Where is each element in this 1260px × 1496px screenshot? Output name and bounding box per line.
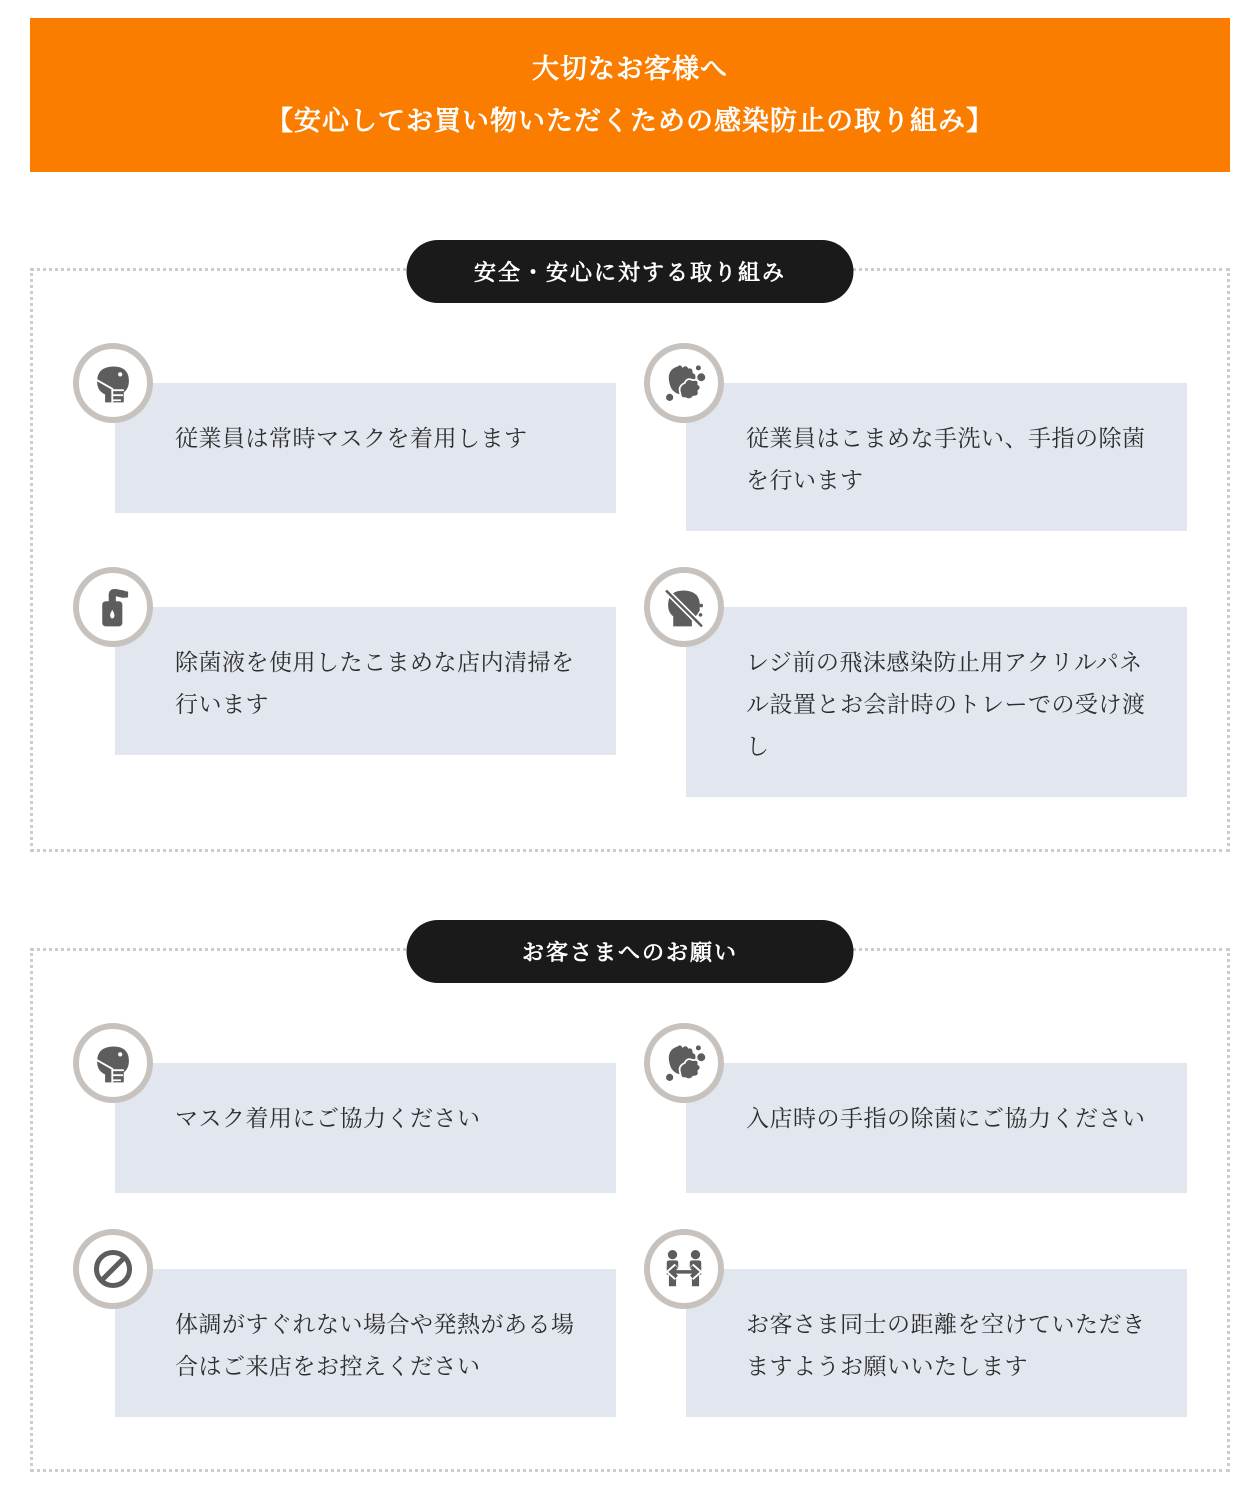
- list-item: [73, 343, 616, 531]
- section-safety-measures-title: 安全・安心に対する取り組み: [407, 240, 854, 303]
- list-item-text: 従業員はこまめな手洗い、手指の除菌を行います: [686, 383, 1187, 531]
- list-item: [644, 1229, 1187, 1417]
- list-item: [73, 1023, 616, 1193]
- header-banner: [30, 18, 1230, 172]
- list-item-text: 入店時の手指の除菌にご協力ください: [686, 1063, 1187, 1193]
- section-safety-measures: [30, 260, 1230, 852]
- measures-grid: [73, 343, 1187, 797]
- list-item-text: 体調がすぐれない場合や発熱がある場合はご来店をお控えください: [115, 1269, 616, 1417]
- sanitizer-spray-icon: [73, 567, 153, 647]
- banner-subtitle: 【安心してお買い物いただくための感染防止の取り組み】: [266, 106, 994, 136]
- list-item-text: 従業員は常時マスクを着用します: [115, 383, 616, 513]
- section-customer-requests: [30, 940, 1230, 1472]
- hand-wash-icon: [644, 343, 724, 423]
- social-distance-icon: [644, 1229, 724, 1309]
- droplet-block-icon: [644, 567, 724, 647]
- hand-wash-icon: [644, 1023, 724, 1103]
- list-item: [644, 343, 1187, 531]
- requests-grid: [73, 1023, 1187, 1417]
- mask-face-icon: [73, 1023, 153, 1103]
- list-item-text: 除菌液を使用したこまめな店内清掃を行います: [115, 607, 616, 755]
- list-item: [73, 567, 616, 797]
- no-entry-icon: [73, 1229, 153, 1309]
- list-item: [644, 567, 1187, 797]
- list-item-text: マスク着用にご協力ください: [115, 1063, 616, 1193]
- mask-face-icon: [73, 343, 153, 423]
- list-item: [644, 1023, 1187, 1193]
- list-item: [73, 1229, 616, 1417]
- section-customer-requests-title: お客さまへのお願い: [407, 920, 854, 983]
- list-item-text: レジ前の飛沫感染防止用アクリルパネル設置とお会計時のトレーでの受け渡し: [686, 607, 1187, 797]
- list-item-text: お客さま同士の距離を空けていただきますようお願いいたします: [686, 1269, 1187, 1417]
- banner-title: 大切なお客様へ: [532, 53, 728, 84]
